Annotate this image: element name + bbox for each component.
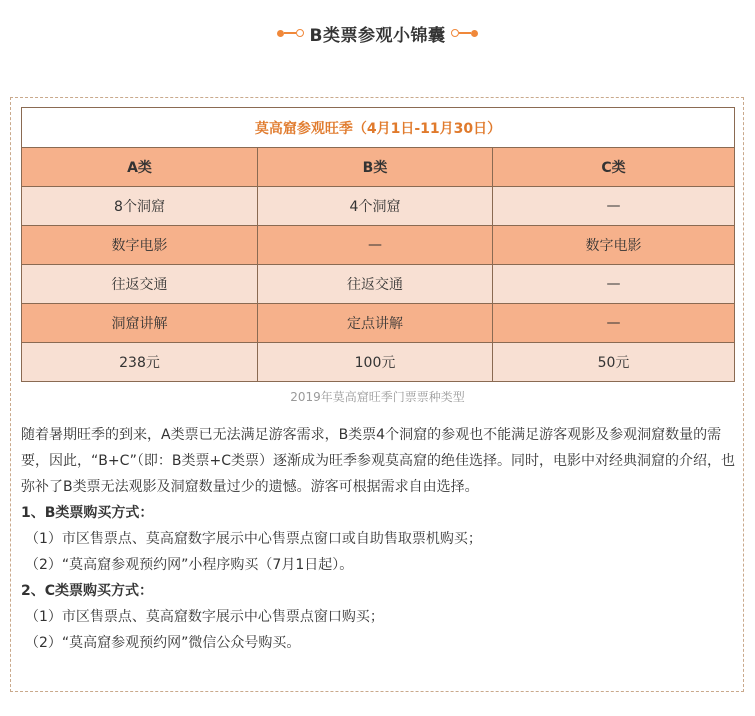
table-title: 莫高窟参观旺季（4月1日-11月30日）	[22, 108, 735, 148]
table-cell: —	[493, 187, 735, 226]
list-item: （1）市区售票点、莫高窟数字展示中心售票点窗口或自助售取票机购买；	[25, 531, 482, 547]
table-cell: 定点讲解	[258, 304, 493, 343]
table-cell: 数字电影	[493, 226, 735, 265]
header-left-ornament-icon	[277, 29, 304, 37]
page-title: B类票参观小锦囊	[309, 25, 446, 46]
table-row	[22, 226, 735, 265]
table-row	[22, 265, 735, 304]
table-cell: 数字电影	[22, 226, 258, 265]
table-cell: —	[493, 304, 735, 343]
table-cell: 洞窟讲解	[22, 304, 258, 343]
table-cell: 100元	[258, 343, 493, 382]
list-item: （1）市区售票点、莫高窟数字展示中心售票点窗口购买；	[25, 609, 384, 625]
table-cell: —	[493, 265, 735, 304]
table-cell: —	[258, 226, 493, 265]
table-cell: 8个洞窟	[22, 187, 258, 226]
table-row	[22, 304, 735, 343]
list-item: （2）“莫高窟参观预约网”小程序购买（7月1日起）。	[25, 557, 354, 573]
table-header-row	[22, 148, 735, 187]
table-title-row	[22, 108, 735, 148]
intro-paragraph: 随着暑期旺季的到来，A类票已无法满足游客需求，B类票4个洞窟的参观也不能满足游客观影及参观洞窟数量的需要，因此，“B+C”（即：B类票+C类票）逐渐成为旺季参观莫高窟的绝佳选择。同时，电影中对经典洞窟的介绍，也弥补了B类票无法观影及洞窟数量过少的遗憾。游客可根据需求自由选择。	[21, 427, 735, 495]
column-header-a: A类	[22, 148, 258, 187]
table-row	[22, 187, 735, 226]
section-heading-c: 2、C类票购买方式：	[21, 583, 154, 599]
section-header	[0, 18, 755, 48]
table-cell: 238元	[22, 343, 258, 382]
column-header-b: B类	[258, 148, 493, 187]
table-cell: 往返交通	[258, 265, 493, 304]
table-row	[22, 343, 735, 382]
column-header-c: C类	[493, 148, 735, 187]
section-heading-b: 1、B类票购买方式：	[21, 505, 154, 521]
table-cell: 50元	[493, 343, 735, 382]
table-cell: 往返交通	[22, 265, 258, 304]
list-item: （2）“莫高窟参观预约网”微信公众号购买。	[25, 635, 301, 651]
article-body	[21, 422, 739, 656]
table-caption: 2019年莫高窟旺季门票票种类型	[290, 390, 465, 404]
ticket-types-table	[21, 107, 735, 382]
table-cell: 4个洞窟	[258, 187, 493, 226]
header-right-ornament-icon	[451, 29, 478, 37]
